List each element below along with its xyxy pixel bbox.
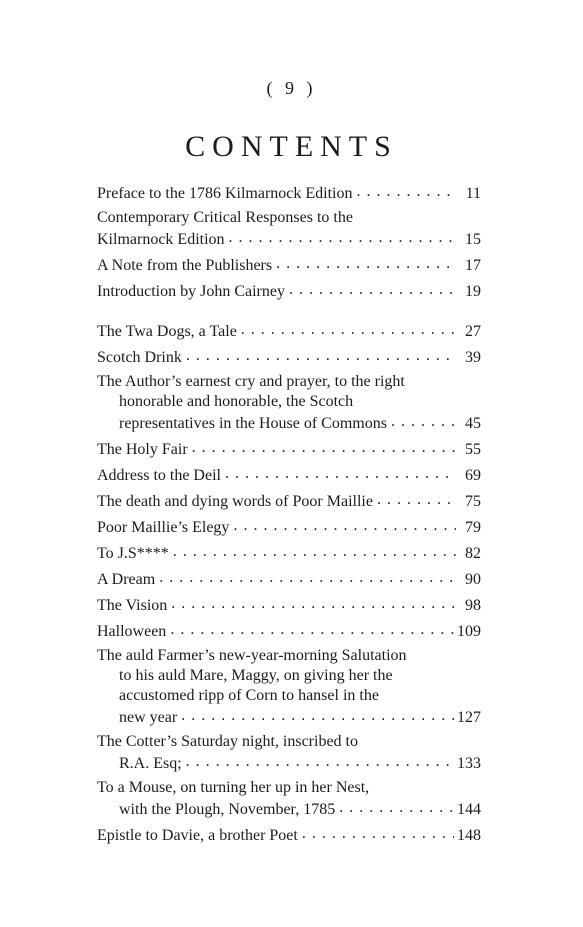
toc-entry-title: Kilmarnock Edition	[97, 231, 225, 248]
toc-entry	[97, 320, 481, 342]
toc-entry-title: Epistle to Davie, a brother Poet	[97, 827, 298, 844]
toc-entry	[97, 646, 481, 728]
toc-entry	[97, 620, 481, 642]
toc-entry	[97, 594, 481, 616]
dot-leader	[170, 620, 454, 636]
toc-entry-title: To J.S****	[97, 545, 169, 562]
dot-leader	[159, 568, 456, 584]
toc-entry-title: Introduction by John Cairney	[97, 283, 285, 300]
toc-page-number: 144	[457, 801, 481, 818]
toc-page-number: 45	[465, 415, 481, 432]
toc-entry-title: accustomed ripp of Corn to hansel in the	[119, 687, 379, 704]
toc-entry	[97, 464, 481, 486]
toc-entry	[97, 182, 481, 204]
toc-entry-title: A Note from the Publishers	[97, 257, 273, 274]
toc-page-number: 11	[465, 185, 481, 202]
dot-leader	[225, 464, 456, 480]
toc-entry-title: R.A. Esq;	[119, 755, 182, 772]
page-title: CONTENTS	[185, 130, 398, 163]
toc-page-number: 133	[457, 755, 481, 772]
toc-entry	[97, 516, 481, 538]
toc-entry-title: to his auld Mare, Maggy, on giving her the	[119, 667, 393, 684]
toc-entry	[97, 254, 481, 276]
toc-page-number: 19	[465, 283, 481, 300]
dot-leader	[289, 280, 456, 296]
toc-entry-title: The Twa Dogs, a Tale	[97, 323, 237, 340]
toc-entry-title: The Vision	[97, 597, 168, 614]
toc-page-number: 148	[457, 827, 481, 844]
dot-leader	[241, 320, 456, 336]
toc-entry	[97, 280, 481, 302]
toc-page-number: 127	[457, 709, 481, 726]
toc-page-number: 98	[465, 597, 481, 614]
toc-entry-title: Contemporary Critical Responses to the	[97, 209, 353, 226]
toc-entry-title: Poor Maillie’s Elegy	[97, 519, 230, 536]
toc-entry-title: A Dream	[97, 571, 156, 588]
toc-page-number: 15	[465, 231, 481, 248]
toc-entry-title: To a Mouse, on turning her up in her Nest,	[97, 779, 370, 796]
toc-entry	[97, 346, 481, 368]
toc-page-number: 90	[465, 571, 481, 588]
dot-leader	[339, 798, 454, 814]
dot-leader	[186, 752, 454, 768]
toc-entry	[97, 568, 481, 590]
toc-page-number: 39	[465, 349, 481, 366]
toc-entry	[97, 732, 481, 774]
toc-entry-title: with the Plough, November, 1785	[119, 801, 336, 818]
toc-entry-title: The Author’s earnest cry and prayer, to the right	[97, 373, 405, 390]
toc-entry-title: representatives in the House of Commons	[119, 415, 387, 432]
dot-leader	[186, 346, 456, 362]
toc-page-number: 109	[457, 623, 481, 640]
toc-entry-title: Scotch Drink	[97, 349, 182, 366]
dot-leader	[302, 824, 454, 840]
toc-entry-title: Preface to the 1786 Kilmarnock Edition	[97, 185, 353, 202]
toc-entry	[97, 490, 481, 512]
toc-entry-title: The auld Farmer’s new-year-morning Salutation	[97, 647, 407, 664]
toc-entry	[97, 372, 481, 434]
dot-leader	[171, 594, 456, 610]
dot-leader	[173, 542, 456, 558]
toc-page-number: 75	[465, 493, 481, 510]
dot-leader	[181, 706, 454, 722]
dot-leader	[356, 182, 456, 198]
toc-page-number: 55	[465, 441, 481, 458]
toc-page-number: 69	[465, 467, 481, 484]
dot-leader	[377, 490, 456, 506]
toc-entry-title: The Cotter’s Saturday night, inscribed to	[97, 733, 358, 750]
dot-leader	[391, 412, 456, 428]
toc-entry-title: honorable and honorable, the Scotch	[119, 393, 354, 410]
toc-page-number: 27	[465, 323, 481, 340]
toc-entry	[97, 542, 481, 564]
dot-leader	[233, 516, 456, 532]
toc-entry-title: The Holy Fair	[97, 441, 188, 458]
table-of-contents	[97, 182, 481, 850]
toc-page-number: 79	[465, 519, 481, 536]
toc-page-number: 82	[465, 545, 481, 562]
dot-leader	[276, 254, 456, 270]
toc-entry-title: The death and dying words of Poor Maillie	[97, 493, 373, 510]
dot-leader	[192, 438, 456, 454]
toc-entry-title: new year	[119, 709, 178, 726]
dot-leader	[229, 228, 456, 244]
page-number: ( 9 )	[266, 78, 317, 98]
toc-entry	[97, 778, 481, 820]
toc-entry	[97, 824, 481, 846]
toc-entry	[97, 208, 481, 250]
toc-entry-title: Address to the Deil	[97, 467, 221, 484]
toc-entry	[97, 438, 481, 460]
toc-page-number: 17	[465, 257, 481, 274]
toc-entry-title: Halloween	[97, 623, 167, 640]
